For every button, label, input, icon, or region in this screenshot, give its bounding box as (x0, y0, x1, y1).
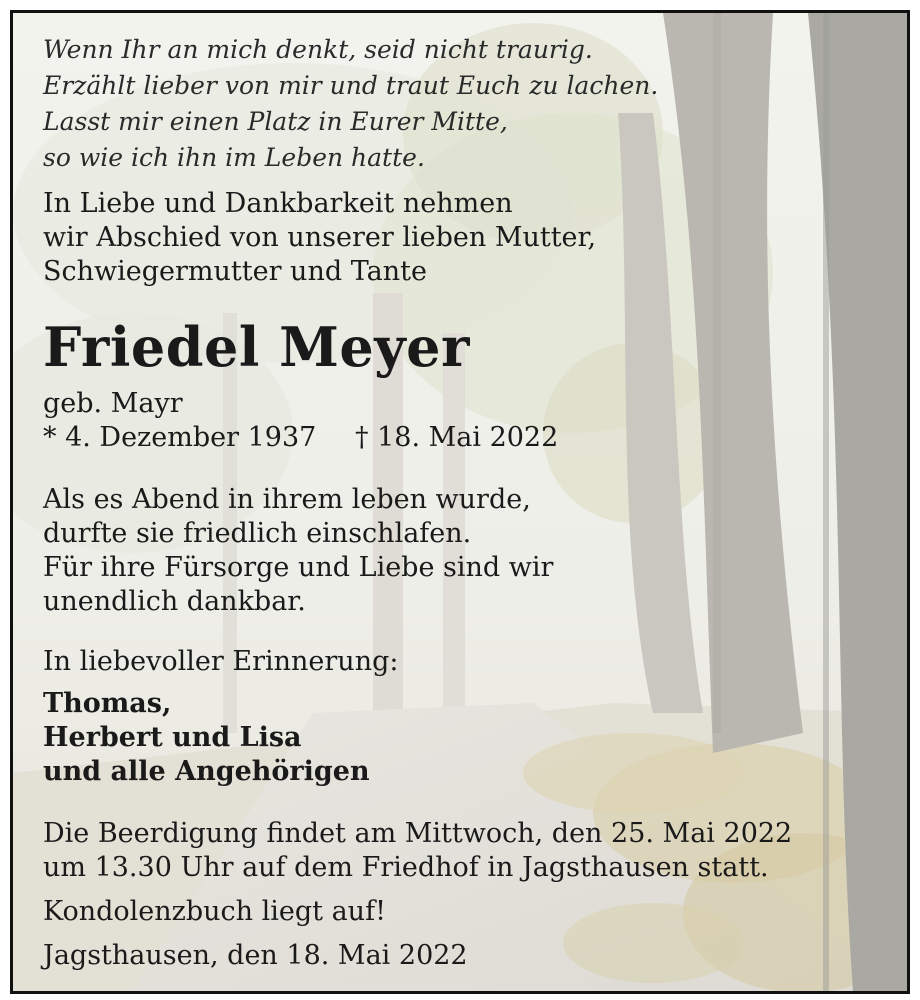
mourner-line: Herbert und Lisa (43, 722, 302, 753)
message-line: Für ihre Fürsorge und Liebe sind wir (43, 552, 554, 583)
deceased-name: Friedel Meyer (43, 315, 470, 379)
place-date: Jagsthausen, den 18. Mai 2022 (43, 940, 468, 971)
poem-line: Wenn Ihr an mich denkt, seid nicht traurig. (43, 35, 593, 64)
obituary-content (13, 13, 907, 991)
intro-line: Schwiegermutter und Tante (43, 256, 427, 287)
message-line: unendlich dankbar. (43, 586, 306, 617)
maiden-name: geb. Mayr (43, 388, 183, 419)
poem-line: Lasst mir einen Platz in Eurer Mitte, (43, 107, 508, 136)
funeral-line: um 13.30 Uhr auf dem Friedhof in Jagsthausen statt. (43, 852, 769, 883)
funeral-line: Die Beerdigung findet am Mittwoch, den 25. Mai 2022 (43, 818, 793, 849)
message-line: durfte sie friedlich einschlafen. (43, 518, 472, 549)
intro-line: In Liebe und Dankbarkeit nehmen (43, 188, 513, 219)
death-date: † 18. Mai 2022 (355, 422, 559, 453)
poem-line: Erzählt lieber von mir und traut Euch zu lachen. (43, 71, 659, 100)
birth-date: * 4. Dezember 1937 (43, 422, 317, 453)
message-line: Als es Abend in ihrem leben wurde, (43, 484, 531, 515)
obituary-frame (10, 10, 910, 994)
memory-intro: In liebevoller Erinnerung: (43, 646, 399, 677)
mourner-line: Thomas, (43, 688, 172, 719)
poem-line: so wie ich ihn im Leben hatte. (43, 143, 425, 172)
intro-line: wir Abschied von unserer lieben Mutter, (43, 222, 597, 253)
condolence-note: Kondolenzbuch liegt auf! (43, 896, 386, 927)
mourner-line: und alle Angehörigen (43, 756, 370, 787)
